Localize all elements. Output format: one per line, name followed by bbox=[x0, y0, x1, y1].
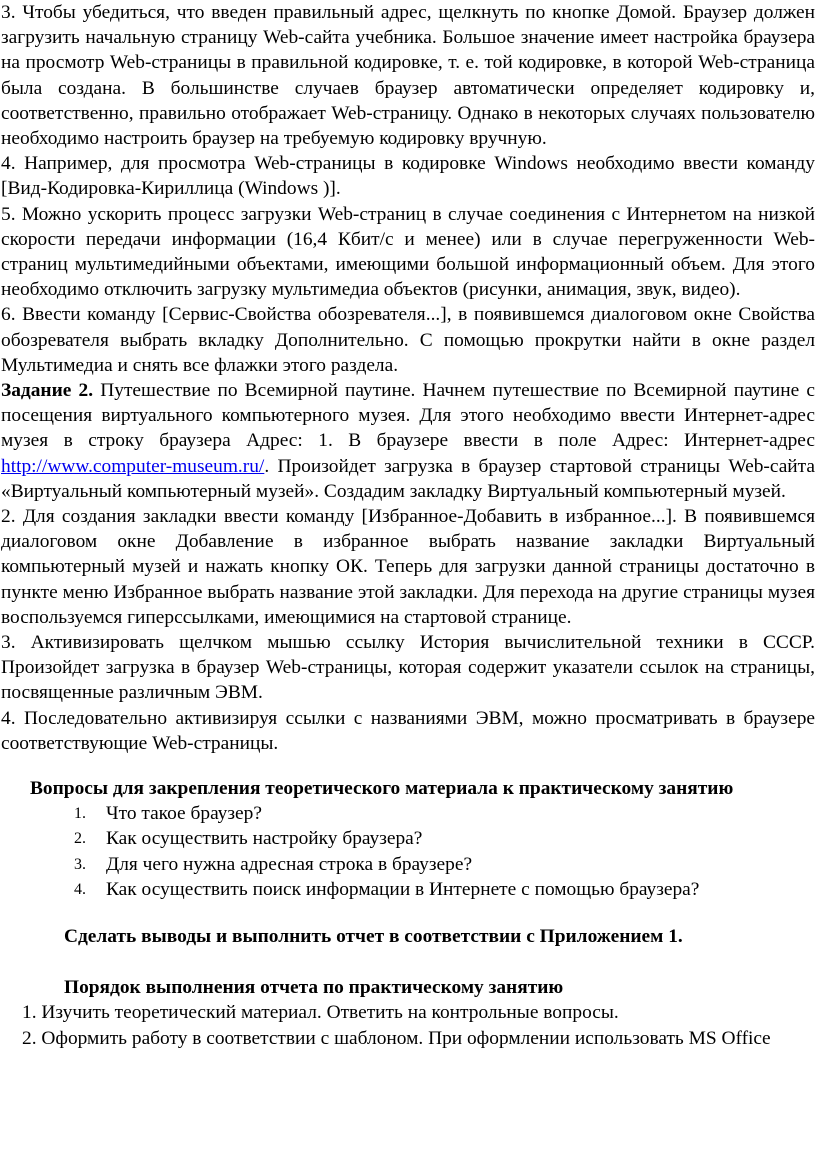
paragraph-step-4: 4. Например, для просмотра Web-страницы в кодировке Windows необходимо ввести команду [Вид-Кодировка-Кириллица (Windows )]. bbox=[1, 153, 815, 200]
question-text: Что такое браузер? bbox=[106, 803, 262, 825]
task-2-text-after-link: . Произойдет загрузка в браузер стартовой страницы Web-сайта «Виртуальный компьютерный музей». Создадим закладку Виртуальный компьютерный музей. bbox=[1, 455, 815, 502]
task-2-text: Путешествие по Всемирной паутине. Начнем путешествие по Всемирной паутине с посещения виртуального компьютерного музея. Для этого необходимо ввести Интернет-адрес музея в строку браузера Адрес: 1. В браузере ввести в поле Адрес: Интернет-адрес bbox=[1, 380, 815, 452]
question-item bbox=[0, 826, 816, 851]
paragraph-step-5: 5. Можно ускорить процесс загрузки Web-страниц в случае соединения с Интернетом на низкой скорости передачи информации (16,4 Кбит/с и менее) или в случае перегруженности Web-страниц мультимедийными объектами, имеющими большой информационный объем. Для этого необходимо отключить загрузку мультимедиа объектов (рисунки, анимация, звук, видео). bbox=[1, 203, 815, 301]
paragraph-task-2-step-2: 2. Для создания закладки ввести команду [Избранное-Добавить в избранное...]. В появившемся диалоговом окне Добавление в избранное выбрать название закладки Виртуальный компьютерный музей и нажать кнопку ОК. Теперь для загрузки данной страницы достаточно в пункте меню Избранное выбрать название этой закладки. Для перехода на другие страницы музея воспользуемся гиперссылками, имеющимися на стартовой странице. bbox=[1, 506, 815, 628]
report-order-item: 2. Оформить работу в соответствии с шаблоном. При оформлении использовать MS Office bbox=[22, 1027, 771, 1049]
paragraph-step-3: 3. Чтобы убедиться, что введен правильный адрес, щелкнуть по кнопке Домой. Браузер должен загрузить начальную страницу Web-сайта учебника. Большое значение имеет настройка браузера на просмотр Web-страницы в правильной кодировке, т. е. той кодировке, в которой Web-страница была создана. В большинстве случаев браузер автоматически определяет кодировку и, соответственно, правильно отображает Web-страницу. Однако в некоторых случаях пользователю необходимо настроить браузер на требуемую кодировку вручную. bbox=[1, 2, 815, 150]
museum-link[interactable]: http://www.computer-museum.ru/ bbox=[1, 455, 265, 477]
question-number: 1. bbox=[74, 805, 86, 823]
question-item bbox=[0, 852, 816, 877]
report-order-item: 1. Изучить теоретический материал. Ответить на контрольные вопросы. bbox=[22, 1002, 619, 1024]
conclusion-instruction: Сделать выводы и выполнить отчет в соответствии с Приложением 1. bbox=[64, 926, 683, 948]
question-item bbox=[0, 801, 816, 826]
question-number: 3. bbox=[74, 855, 86, 873]
question-text: Как осуществить настройку браузера? bbox=[106, 828, 423, 850]
report-order-heading: Порядок выполнения отчета по практическому занятию bbox=[64, 977, 564, 999]
questions-list bbox=[0, 801, 816, 902]
question-item bbox=[0, 877, 816, 902]
task-2-label: Задание 2. bbox=[1, 380, 94, 402]
questions-heading: Вопросы для закрепления теоретического материала к практическому занятию bbox=[30, 778, 734, 800]
paragraph-task-2-step-3: 3. Активизировать щелчком мышью ссылку История вычислительной техники в СССР. Произойдет загрузка в браузер Web-страницы, которая содержит указатели ссылок на страницы, посвященные различным ЭВМ. bbox=[1, 632, 815, 704]
question-number: 4. bbox=[74, 880, 86, 898]
paragraph-step-6: 6. Ввести команду [Сервис-Свойства обозревателя...], в появившемся диалоговом окне Свойства обозревателя выбрать вкладку Дополнительно. С помощью прокрутки найти в окне раздел Мультимедиа и снять все флажки этого раздела. bbox=[1, 304, 815, 376]
question-text: Как осуществить поиск информации в Интернете с помощью браузера? bbox=[106, 878, 700, 900]
question-number: 2. bbox=[74, 830, 86, 848]
paragraph-task-2-step-4: 4. Последовательно активизируя ссылки с названиями ЭВМ, можно просматривать в браузере соответствующие Web-страницы. bbox=[1, 707, 815, 754]
question-text: Для чего нужна адресная строка в браузере? bbox=[106, 853, 473, 875]
paragraph-task-2 bbox=[1, 378, 815, 504]
